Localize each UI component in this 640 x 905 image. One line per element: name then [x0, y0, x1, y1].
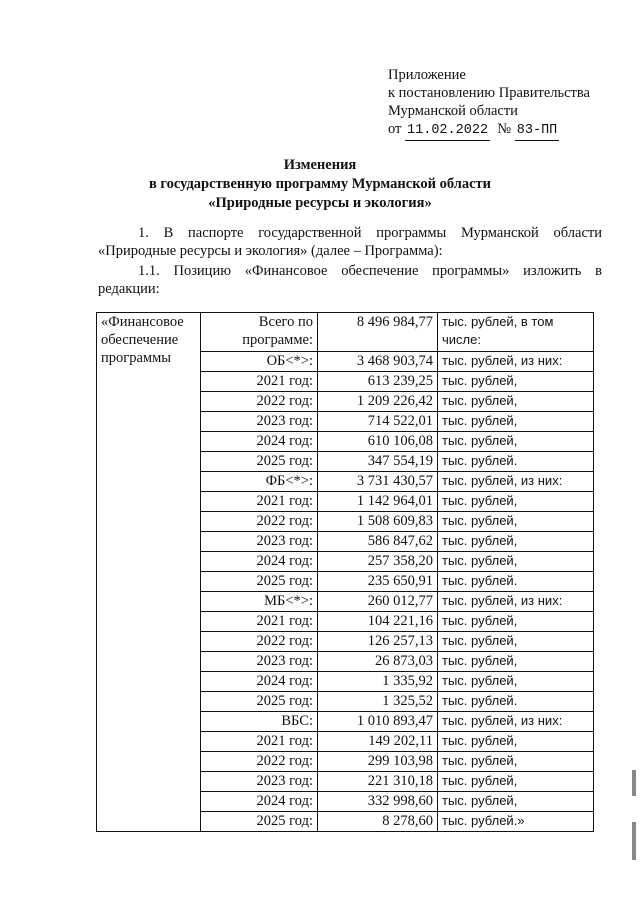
row-label: МБ<*>:: [201, 592, 318, 612]
row-unit: тыс. рублей, из них:: [438, 352, 594, 372]
row-unit: тыс. рублей,: [438, 512, 594, 532]
row-value: 1 335,92: [318, 672, 438, 692]
from-label: от: [388, 121, 402, 137]
row-unit: тыс. рублей,: [438, 752, 594, 772]
row-unit: тыс. рублей,: [438, 492, 594, 512]
document-number: 83-ПП: [515, 122, 560, 141]
row-label: 2021 год:: [201, 372, 318, 392]
row-unit: тыс. рублей,: [438, 732, 594, 752]
row-unit: тыс. рублей,: [438, 652, 594, 672]
row-value: 149 202,11: [318, 732, 438, 752]
row-unit: тыс. рублей,: [438, 372, 594, 392]
title-line-1: Изменения: [283, 157, 357, 173]
document-title: [0, 156, 640, 213]
row-label: 2023 год:: [201, 532, 318, 552]
row-unit: тыс. рублей,: [438, 672, 594, 692]
row-label: 2022 год:: [201, 392, 318, 412]
row-label: 2024 год:: [201, 432, 318, 452]
row-value: 235 650,91: [318, 572, 438, 592]
row-label: 2022 год:: [201, 632, 318, 652]
row-label: 2025 год:: [201, 572, 318, 592]
attachment-line-3: Мурманской области: [388, 103, 518, 119]
row-value: 8 278,60: [318, 812, 438, 832]
scan-edge-mark: [632, 822, 636, 860]
row-value: 126 257,13: [318, 632, 438, 652]
row-unit: тыс. рублей, из них:: [438, 712, 594, 732]
row-unit: тыс. рублей, в том числе:: [438, 313, 594, 352]
row-label: ФБ<*>:: [201, 472, 318, 492]
row-label: 2024 год:: [201, 672, 318, 692]
number-label: №: [497, 121, 512, 137]
row-unit: тыс. рублей.: [438, 452, 594, 472]
row-unit: тыс. рублей.: [438, 692, 594, 712]
paragraph-1: 1. В паспорте государственной программы Мурманской области «Природные ресурсы и экология» (далее – Программа):: [98, 225, 602, 259]
position-label: «Финансовое обеспечение программы: [97, 313, 201, 832]
row-unit: тыс. рублей,: [438, 792, 594, 812]
row-label: 2023 год:: [201, 772, 318, 792]
row-value: 299 103,98: [318, 752, 438, 772]
row-unit: тыс. рублей,: [438, 552, 594, 572]
row-value: 104 221,16: [318, 612, 438, 632]
row-unit: тыс. рублей, из них:: [438, 592, 594, 612]
row-value: 1 010 893,47: [318, 712, 438, 732]
row-value: 257 358,20: [318, 552, 438, 572]
row-label: 2024 год:: [201, 552, 318, 572]
row-label: 2024 год:: [201, 792, 318, 812]
row-value: 1 325,52: [318, 692, 438, 712]
attachment-line-2: к постановлению Правительства: [388, 85, 590, 101]
row-value: 1 508 609,83: [318, 512, 438, 532]
row-value: 3 731 430,57: [318, 472, 438, 492]
attachment-line-1: Приложение: [388, 67, 466, 83]
row-value: 260 012,77: [318, 592, 438, 612]
attachment-date-line: [388, 120, 590, 141]
row-value: 586 847,62: [318, 532, 438, 552]
row-unit: тыс. рублей.»: [438, 812, 594, 832]
row-unit: тыс. рублей,: [438, 612, 594, 632]
row-value: 8 496 984,77: [318, 313, 438, 352]
row-value: 1 209 226,42: [318, 392, 438, 412]
row-label: ОБ<*>:: [201, 352, 318, 372]
scan-edge-mark: [632, 770, 636, 796]
row-label: 2025 год:: [201, 692, 318, 712]
row-label: 2022 год:: [201, 752, 318, 772]
row-value: 332 998,60: [318, 792, 438, 812]
row-value: 610 106,08: [318, 432, 438, 452]
row-label: 2021 год:: [201, 732, 318, 752]
row-unit: тыс. рублей,: [438, 772, 594, 792]
attachment-block: [388, 66, 590, 141]
row-unit: тыс. рублей,: [438, 392, 594, 412]
row-value: 613 239,25: [318, 372, 438, 392]
row-value: 347 554,19: [318, 452, 438, 472]
row-value: 221 310,18: [318, 772, 438, 792]
row-label: 2023 год:: [201, 652, 318, 672]
row-label: 2025 год:: [201, 452, 318, 472]
row-label: 2021 год:: [201, 612, 318, 632]
row-unit: тыс. рублей,: [438, 412, 594, 432]
title-line-2: в государственную программу Мурманской области: [148, 176, 492, 192]
row-unit: тыс. рублей,: [438, 632, 594, 652]
row-label: ВБС:: [201, 712, 318, 732]
row-unit: тыс. рублей,: [438, 532, 594, 552]
table-row: [97, 313, 594, 352]
row-value: 714 522,01: [318, 412, 438, 432]
row-value: 26 873,03: [318, 652, 438, 672]
row-label: 2023 год:: [201, 412, 318, 432]
financing-table: [96, 312, 594, 832]
row-label: 2021 год:: [201, 492, 318, 512]
document-date: 11.02.2022: [405, 122, 490, 141]
title-line-3: «Природные ресурсы и экология»: [208, 195, 432, 211]
row-label: 2022 год:: [201, 512, 318, 532]
row-unit: тыс. рублей, из них:: [438, 472, 594, 492]
paragraph-1-1: 1.1. Позицию «Финансовое обеспечение программы» изложить в редакции:: [98, 263, 602, 297]
row-label: 2025 год:: [201, 812, 318, 832]
row-value: 1 142 964,01: [318, 492, 438, 512]
row-label: Всего по программе:: [201, 313, 318, 352]
row-value: 3 468 903,74: [318, 352, 438, 372]
row-unit: тыс. рублей,: [438, 432, 594, 452]
row-unit: тыс. рублей.: [438, 572, 594, 592]
